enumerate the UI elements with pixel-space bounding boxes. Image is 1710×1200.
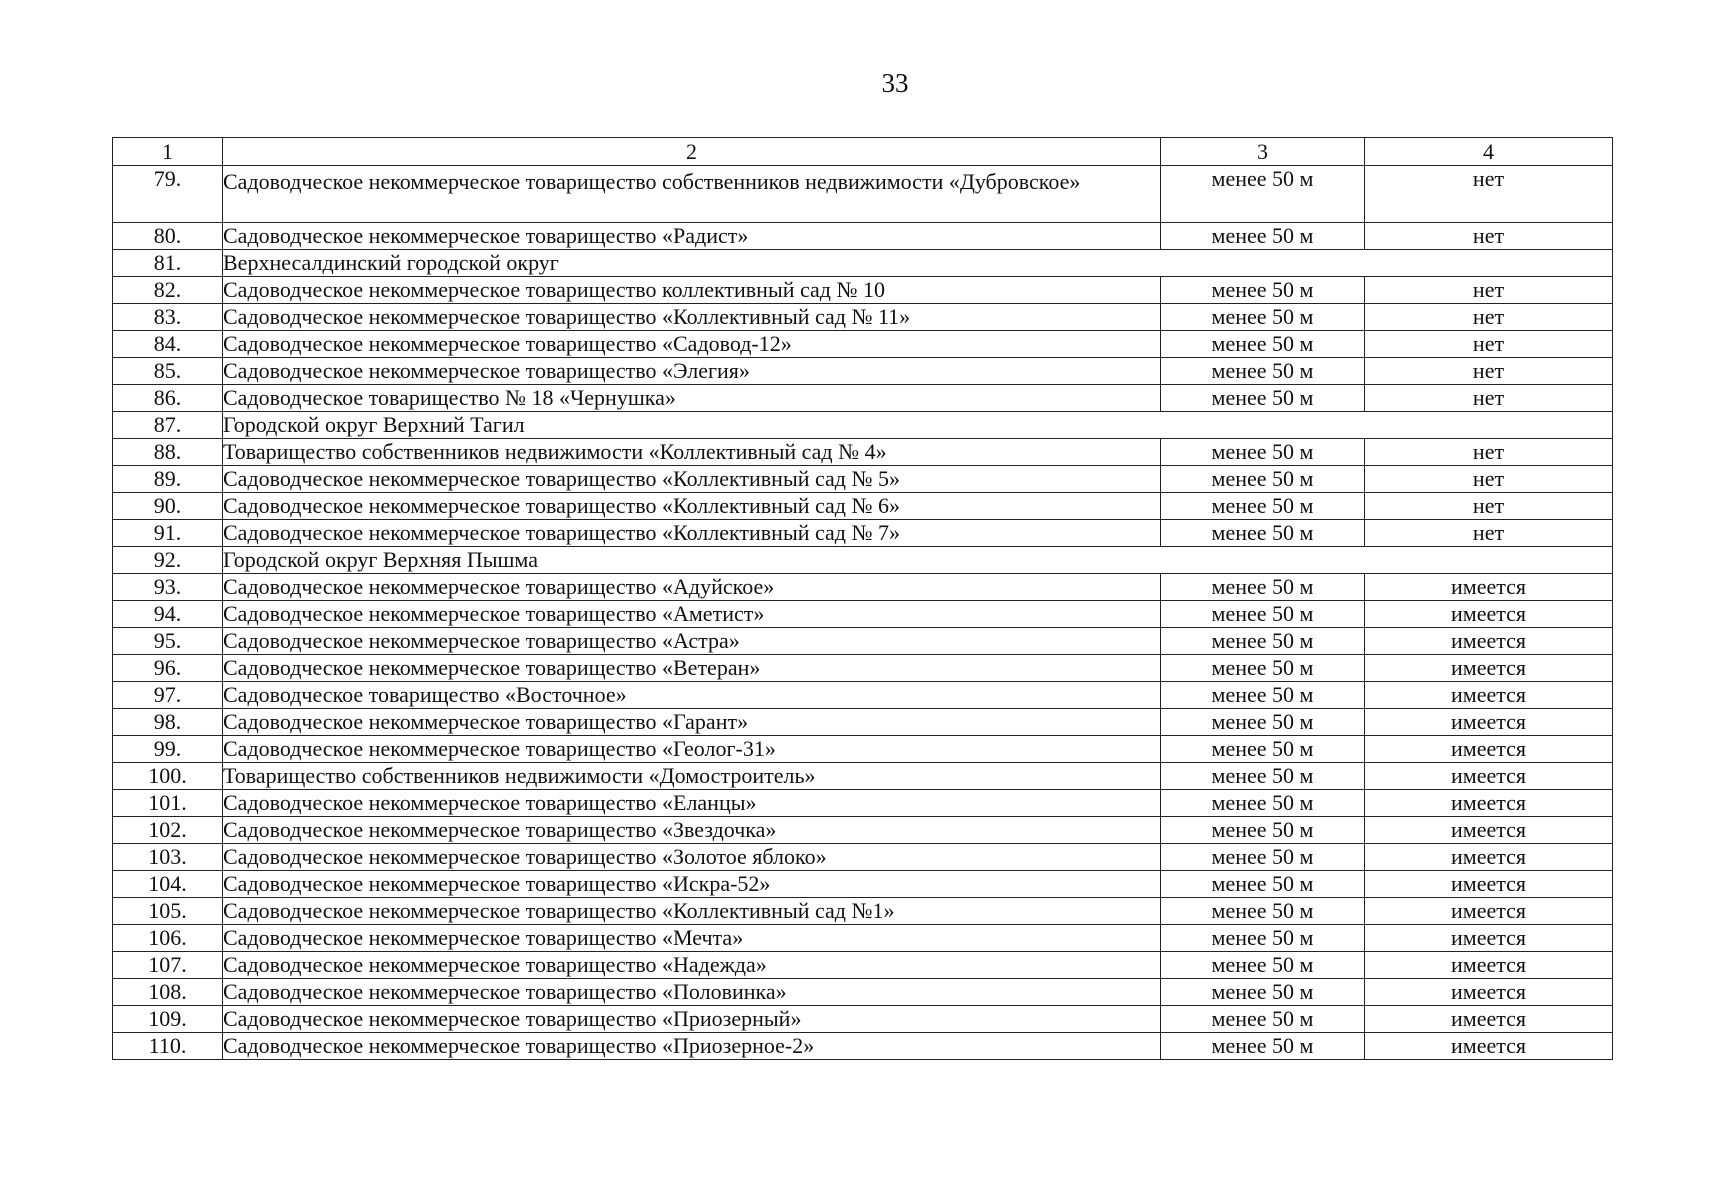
availability-value: имеется <box>1365 709 1613 736</box>
organization-name: Садоводческое некоммерческое товарищество «Коллективный сад № 11» <box>223 304 1161 331</box>
availability-value: имеется <box>1365 574 1613 601</box>
table-row <box>113 601 1613 628</box>
row-number: 83. <box>113 304 223 331</box>
section-row <box>113 412 1613 439</box>
availability-value: имеется <box>1365 682 1613 709</box>
organization-name: Садоводческое некоммерческое товарищество «Ветеран» <box>223 655 1161 682</box>
table-row <box>113 223 1613 250</box>
table-row <box>113 628 1613 655</box>
availability-value: имеется <box>1365 1006 1613 1033</box>
row-number: 108. <box>113 979 223 1006</box>
section-row <box>113 250 1613 277</box>
organization-name: Садоводческое некоммерческое товарищество «Элегия» <box>223 358 1161 385</box>
table-row <box>113 817 1613 844</box>
distance-value: менее 50 м <box>1161 844 1365 871</box>
distance-value: менее 50 м <box>1161 466 1365 493</box>
distance-value: менее 50 м <box>1161 763 1365 790</box>
availability-value: нет <box>1365 331 1613 358</box>
row-number: 101. <box>113 790 223 817</box>
row-number: 110. <box>113 1033 223 1060</box>
distance-value: менее 50 м <box>1161 439 1365 466</box>
distance-value: менее 50 м <box>1161 898 1365 925</box>
table-row <box>113 385 1613 412</box>
organization-name: Садоводческое некоммерческое товарищество «Надежда» <box>223 952 1161 979</box>
table-body <box>113 166 1613 1060</box>
row-number: 80. <box>113 223 223 250</box>
availability-value: нет <box>1365 358 1613 385</box>
table-row <box>113 439 1613 466</box>
distance-value: менее 50 м <box>1161 493 1365 520</box>
row-number: 93. <box>113 574 223 601</box>
availability-value: нет <box>1365 223 1613 250</box>
availability-value: имеется <box>1365 763 1613 790</box>
availability-value: имеется <box>1365 628 1613 655</box>
distance-value: менее 50 м <box>1161 655 1365 682</box>
table-row <box>113 304 1613 331</box>
row-number: 90. <box>113 493 223 520</box>
table-row <box>113 520 1613 547</box>
column-header-2: 2 <box>223 138 1161 166</box>
distance-value: менее 50 м <box>1161 682 1365 709</box>
organization-name: Садоводческое товарищество № 18 «Чернушка» <box>223 385 1161 412</box>
row-number: 94. <box>113 601 223 628</box>
organization-name: Садоводческое некоммерческое товарищество «Половинка» <box>223 979 1161 1006</box>
organization-name: Садоводческое некоммерческое товарищество «Гарант» <box>223 709 1161 736</box>
row-number: 87. <box>113 412 223 439</box>
organization-name: Садоводческое некоммерческое товарищество «Астра» <box>223 628 1161 655</box>
distance-value: менее 50 м <box>1161 574 1365 601</box>
organization-name: Садоводческое некоммерческое товарищество «Искра-52» <box>223 871 1161 898</box>
distance-value: менее 50 м <box>1161 331 1365 358</box>
table-row <box>113 979 1613 1006</box>
row-number: 86. <box>113 385 223 412</box>
row-number: 79. <box>113 166 223 223</box>
availability-value: имеется <box>1365 898 1613 925</box>
availability-value: имеется <box>1365 844 1613 871</box>
table-row <box>113 682 1613 709</box>
row-number: 92. <box>113 547 223 574</box>
district-name: Городской округ Верхняя Пышма <box>223 547 1613 574</box>
table-row <box>113 655 1613 682</box>
availability-value: имеется <box>1365 925 1613 952</box>
table-row <box>113 763 1613 790</box>
distance-value: менее 50 м <box>1161 979 1365 1006</box>
row-number: 96. <box>113 655 223 682</box>
availability-value: имеется <box>1365 655 1613 682</box>
organization-name: Садоводческое некоммерческое товарищество «Геолог-31» <box>223 736 1161 763</box>
organization-name: Товарищество собственников недвижимости «Домостроитель» <box>223 763 1161 790</box>
table-row <box>113 898 1613 925</box>
column-header-3: 3 <box>1161 138 1365 166</box>
table-row <box>113 871 1613 898</box>
column-header-4: 4 <box>1365 138 1613 166</box>
table-row <box>113 1006 1613 1033</box>
availability-value: нет <box>1365 166 1613 223</box>
row-number: 82. <box>113 277 223 304</box>
table-row <box>113 331 1613 358</box>
distance-value: менее 50 м <box>1161 385 1365 412</box>
table-row <box>113 790 1613 817</box>
organization-name: Садоводческое некоммерческое товарищество «Еланцы» <box>223 790 1161 817</box>
organization-name: Садоводческое некоммерческое товарищество «Коллективный сад № 7» <box>223 520 1161 547</box>
row-number: 107. <box>113 952 223 979</box>
organization-name: Садоводческое некоммерческое товарищество «Адуйское» <box>223 574 1161 601</box>
organization-name: Товарищество собственников недвижимости «Коллективный сад № 4» <box>223 439 1161 466</box>
distance-value: менее 50 м <box>1161 277 1365 304</box>
distance-value: менее 50 м <box>1161 166 1365 223</box>
row-number: 91. <box>113 520 223 547</box>
table-row <box>113 736 1613 763</box>
distance-value: менее 50 м <box>1161 304 1365 331</box>
row-number: 81. <box>113 250 223 277</box>
distance-value: менее 50 м <box>1161 709 1365 736</box>
availability-value: имеется <box>1365 790 1613 817</box>
organization-name: Садоводческое некоммерческое товарищество «Золотое яблоко» <box>223 844 1161 871</box>
distance-value: менее 50 м <box>1161 1033 1365 1060</box>
table-row <box>113 952 1613 979</box>
table-row <box>113 166 1613 223</box>
distance-value: менее 50 м <box>1161 871 1365 898</box>
row-number: 89. <box>113 466 223 493</box>
organization-name: Садоводческое некоммерческое товарищество «Мечта» <box>223 925 1161 952</box>
availability-value: имеется <box>1365 601 1613 628</box>
row-number: 109. <box>113 1006 223 1033</box>
organization-name: Садоводческое некоммерческое товарищество «Аметист» <box>223 601 1161 628</box>
distance-value: менее 50 м <box>1161 790 1365 817</box>
availability-value: нет <box>1365 385 1613 412</box>
row-number: 106. <box>113 925 223 952</box>
row-number: 85. <box>113 358 223 385</box>
row-number: 104. <box>113 871 223 898</box>
table-row <box>113 574 1613 601</box>
distance-value: менее 50 м <box>1161 817 1365 844</box>
availability-value: имеется <box>1365 979 1613 1006</box>
organization-name: Садоводческое некоммерческое товарищество коллективный сад № 10 <box>223 277 1161 304</box>
column-number-row <box>113 138 1613 166</box>
row-number: 99. <box>113 736 223 763</box>
availability-value: имеется <box>1365 736 1613 763</box>
table-row <box>113 493 1613 520</box>
organization-name: Садоводческое некоммерческое товарищество «Звездочка» <box>223 817 1161 844</box>
availability-value: имеется <box>1365 952 1613 979</box>
availability-value: имеется <box>1365 871 1613 898</box>
row-number: 98. <box>113 709 223 736</box>
availability-value: имеется <box>1365 1033 1613 1060</box>
availability-value: нет <box>1365 439 1613 466</box>
availability-value: нет <box>1365 277 1613 304</box>
table-row <box>113 277 1613 304</box>
table-row <box>113 925 1613 952</box>
organization-name: Садоводческое некоммерческое товарищество «Коллективный сад № 6» <box>223 493 1161 520</box>
availability-value: нет <box>1365 304 1613 331</box>
availability-value: нет <box>1365 520 1613 547</box>
row-number: 95. <box>113 628 223 655</box>
availability-value: имеется <box>1365 817 1613 844</box>
row-number: 102. <box>113 817 223 844</box>
distance-value: менее 50 м <box>1161 628 1365 655</box>
column-header-1: 1 <box>113 138 223 166</box>
availability-value: нет <box>1365 466 1613 493</box>
row-number: 88. <box>113 439 223 466</box>
organization-name: Садоводческое некоммерческое товарищество «Коллективный сад №1» <box>223 898 1161 925</box>
organization-name: Садоводческое некоммерческое товарищество собственников недвижимости «Дубровское» <box>223 166 1161 223</box>
table-row <box>113 1033 1613 1060</box>
registry-table <box>112 137 1613 1060</box>
organization-name: Садоводческое некоммерческое товарищество «Радист» <box>223 223 1161 250</box>
distance-value: менее 50 м <box>1161 952 1365 979</box>
row-number: 100. <box>113 763 223 790</box>
page-number: 33 <box>881 68 909 98</box>
distance-value: менее 50 м <box>1161 736 1365 763</box>
organization-name: Садоводческое некоммерческое товарищество «Приозерный» <box>223 1006 1161 1033</box>
table-row <box>113 358 1613 385</box>
table-row <box>113 844 1613 871</box>
row-number: 84. <box>113 331 223 358</box>
organization-name: Садоводческое товарищество «Восточное» <box>223 682 1161 709</box>
district-name: Верхнесалдинский городской округ <box>223 250 1613 277</box>
distance-value: менее 50 м <box>1161 925 1365 952</box>
row-number: 97. <box>113 682 223 709</box>
organization-name: Садоводческое некоммерческое товарищество «Коллективный сад № 5» <box>223 466 1161 493</box>
row-number: 105. <box>113 898 223 925</box>
availability-value: нет <box>1365 493 1613 520</box>
district-name: Городской округ Верхний Тагил <box>223 412 1613 439</box>
table-row <box>113 709 1613 736</box>
distance-value: менее 50 м <box>1161 223 1365 250</box>
distance-value: менее 50 м <box>1161 1006 1365 1033</box>
row-number: 103. <box>113 844 223 871</box>
section-row <box>113 547 1613 574</box>
distance-value: менее 50 м <box>1161 358 1365 385</box>
distance-value: менее 50 м <box>1161 520 1365 547</box>
organization-name: Садоводческое некоммерческое товарищество «Садовод-12» <box>223 331 1161 358</box>
distance-value: менее 50 м <box>1161 601 1365 628</box>
organization-name: Садоводческое некоммерческое товарищество «Приозерное-2» <box>223 1033 1161 1060</box>
table-row <box>113 466 1613 493</box>
